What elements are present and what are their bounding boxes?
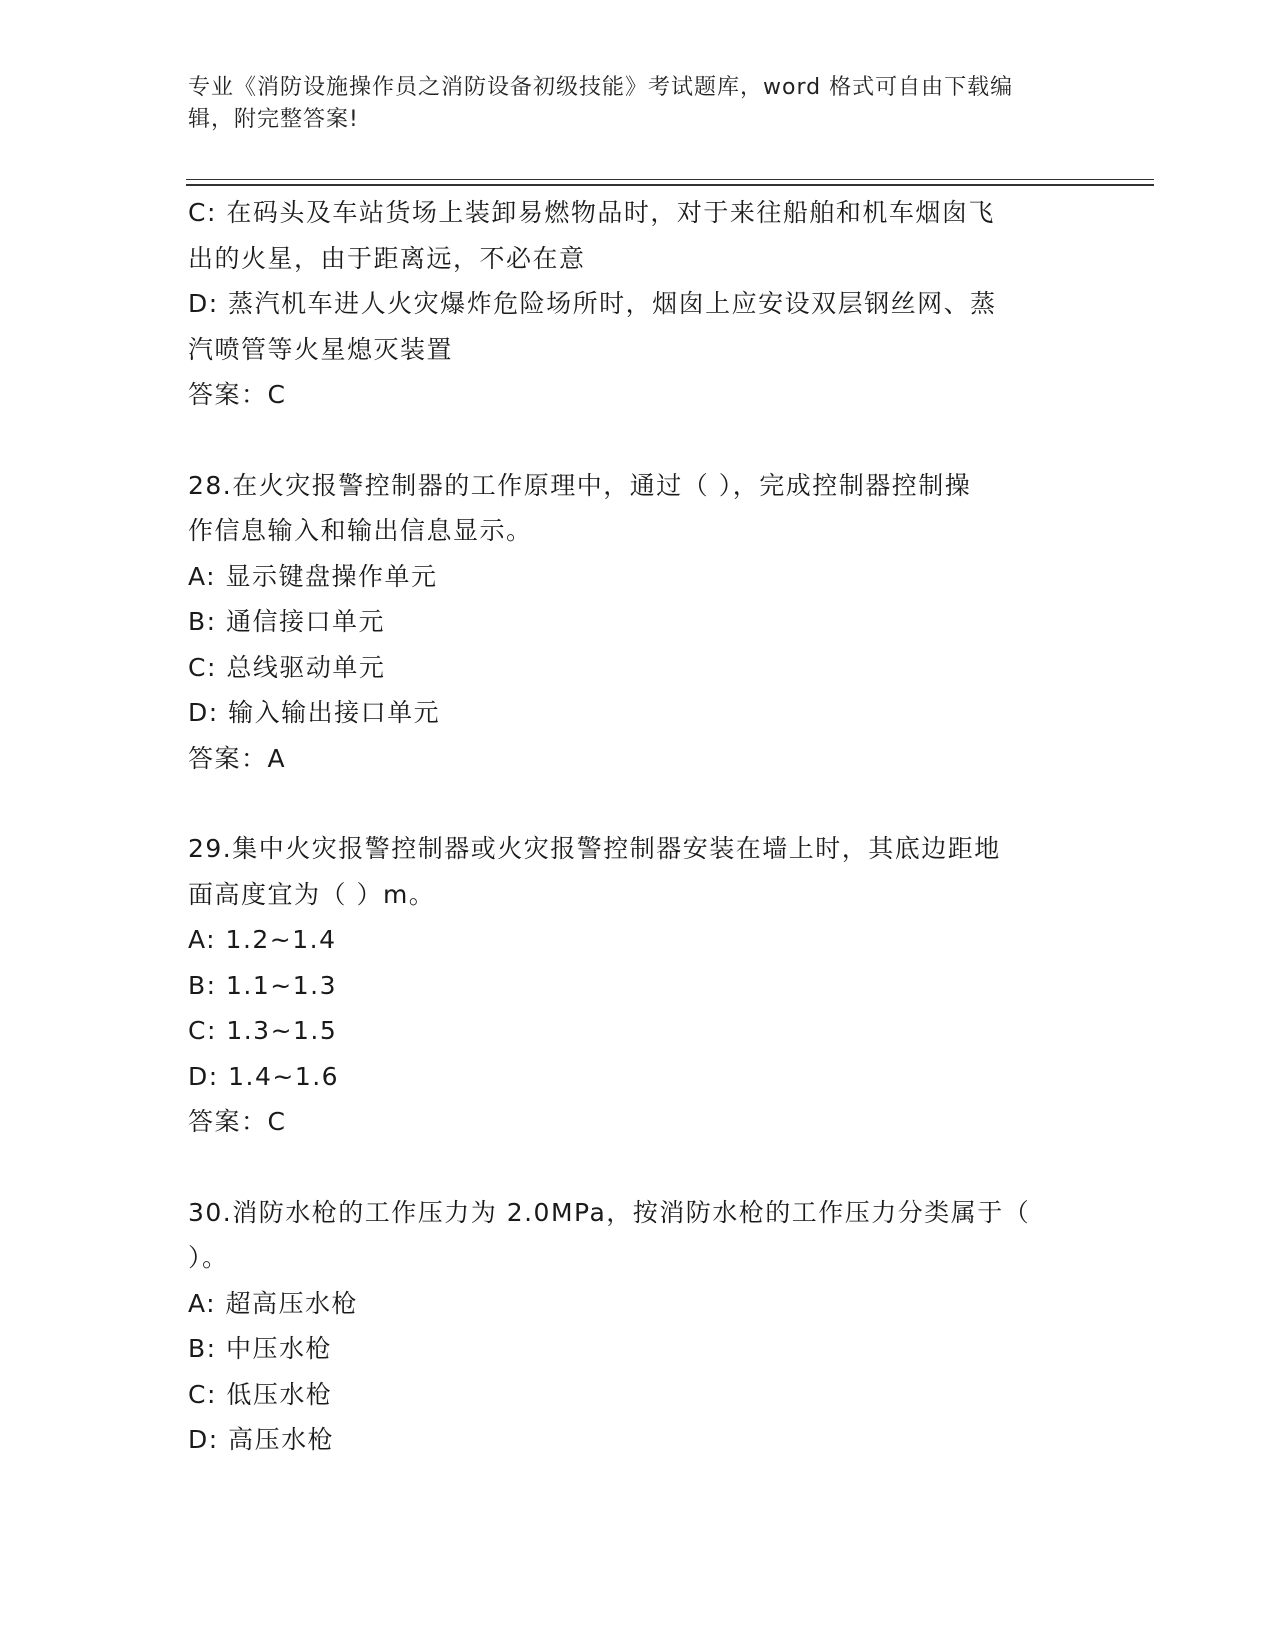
question-30	[188, 1190, 1088, 1463]
question-stem-line-2: 作信息输入和输出信息显示。	[188, 516, 533, 545]
option-c: C: 总线驱动单元	[188, 652, 386, 682]
question-stem-line-1: 30.消防水枪的工作压力为 2.0MPa，按消防水枪的工作压力分类属于（	[188, 1197, 1031, 1227]
option-b: B: 中压水枪	[188, 1334, 333, 1363]
option-c: C: 低压水枪	[188, 1379, 333, 1409]
option-c: C: 1.3~1.5	[188, 1016, 338, 1045]
question-stem-line-2: ）。	[188, 1243, 229, 1272]
question-29	[188, 826, 1088, 1145]
header-line-2: 辑，附完整答案!	[188, 107, 359, 132]
option-c-line-1: C: 在码头及车站货场上装卸易燃物品时，对于来往船舶和机车烟囱飞	[188, 198, 995, 227]
option-a: A: 1.2~1.4	[188, 925, 337, 954]
option-a: A: 超高压水枪	[188, 1288, 359, 1318]
option-d: D: 输入输出接口单元	[188, 698, 441, 727]
answer-line: 答案：C	[188, 380, 287, 409]
question-content	[188, 190, 1088, 1463]
answer-line: 答案：A	[188, 743, 287, 773]
option-d-line-1: D: 蒸汽机车进人火灾爆炸危险场所时，烟囱上应安设双层钢丝网、蒸	[188, 289, 997, 318]
option-c-line-2: 出的火星，由于距离远，不必在意	[188, 243, 586, 273]
question-stem-line-2: 面高度宜为（ ）m。	[188, 879, 436, 909]
question-stem-line-1: 29.集中火灾报警控制器或火灾报警控制器安装在墙上时，其底边距地	[188, 834, 1001, 863]
option-b: B: 1.1~1.3	[188, 970, 337, 1000]
header-divider-thick	[186, 184, 1154, 186]
question-28	[188, 463, 1088, 782]
answer-line: 答案：C	[188, 1107, 287, 1136]
option-b: B: 通信接口单元	[188, 607, 386, 636]
option-a: A: 显示键盘操作单元	[188, 561, 438, 591]
header-line-1: 专业《消防设施操作员之消防设备初级技能》考试题库，word 格式可自由下载编	[188, 75, 1014, 100]
previous-question-block	[188, 190, 1088, 418]
option-d: D: 高压水枪	[188, 1425, 335, 1454]
question-stem-line-1: 28.在火灾报警控制器的工作原理中，通过（ ），完成控制器控制操	[188, 470, 972, 500]
option-d: D: 1.4~1.6	[188, 1061, 340, 1091]
header-divider-thin	[186, 179, 1154, 180]
document-header	[188, 72, 1088, 136]
option-d-line-2: 汽喷管等火星熄灭装置	[188, 334, 454, 364]
